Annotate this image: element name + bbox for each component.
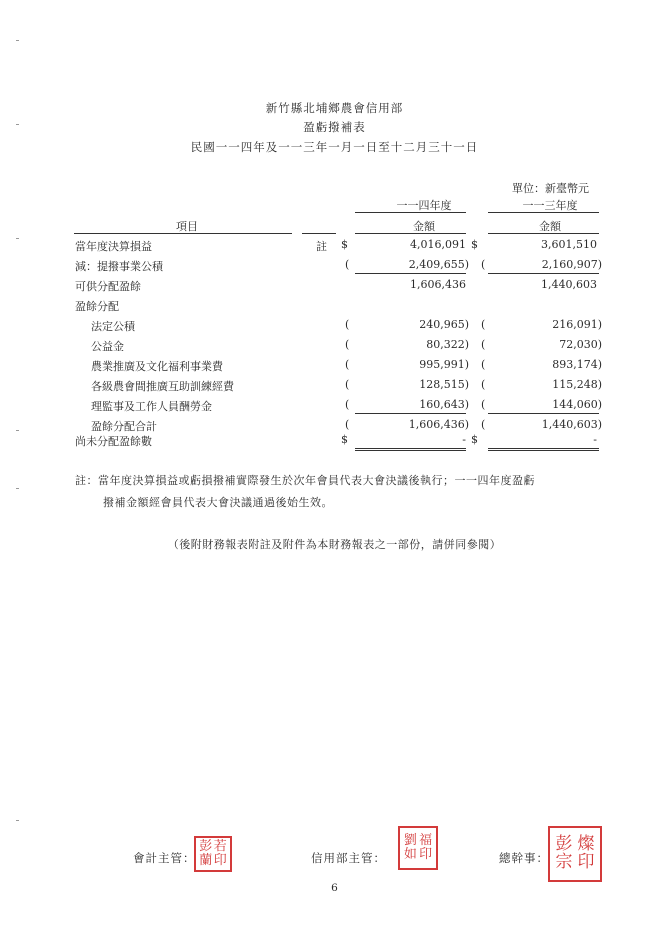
prior-value: 1,440,603 [541,278,597,291]
total-rule-current [355,413,466,414]
current-value: 128,515) [419,378,469,391]
currency-sign: $ [341,433,348,446]
remark: （後附財務報表附註及附件為本財務報表之一部份，請併同參閱） [167,538,502,551]
open-paren: ( [481,378,486,391]
current-value: 4,016,091 [410,238,466,251]
open-paren: ( [345,418,350,431]
row-label: 尚未分配盈餘數 [75,435,152,448]
prior-value: 144,060) [552,398,602,411]
footnote-line-1: 註：當年度決算損益或虧損撥補實際發生於次年會員代表大會決議後執行；一一四年度盈虧 [75,474,535,487]
general-manager-label: 總幹事： [499,851,549,865]
row-label: 農業推廣及文化福利事業費 [91,360,223,373]
row-label: 減：提撥事業公積 [75,260,163,273]
subtotal-rule-prior [488,273,599,274]
accounting-seal-stamp: 彭 若 蘭 印 [194,836,232,872]
credit-dept-seal-stamp: 劉 福 如 印 [398,826,438,870]
prior-value: - [593,433,597,446]
row-label: 當年度決算損益 [75,240,152,253]
report-title: 盈虧撥補表 [303,120,366,134]
amount-current-header: 金額 [413,220,435,233]
open-paren: ( [481,338,486,351]
header-rule-note [302,233,336,234]
prior-value: 893,174) [552,358,602,371]
item-column-header: 項目 [176,220,198,233]
open-paren: ( [481,318,486,331]
prior-value: 1,440,603) [541,418,602,431]
currency-unit: 單位：新臺幣元 [512,182,589,195]
general-manager-seal-stamp: 彭 燦 宗 印 [548,826,602,882]
prior-value: 216,091) [552,318,602,331]
credit-dept-supervisor-label: 信用部主管： [311,851,386,865]
accounting-supervisor-label: 會計主管： [133,851,196,865]
currency-sign: $ [341,238,348,251]
prior-value: 2,160,907) [541,258,602,271]
current-value: 2,409,655) [408,258,469,271]
open-paren: ( [345,338,350,351]
current-value: 240,965) [419,318,469,331]
open-paren: ( [345,318,350,331]
header-rule-item [74,233,292,234]
year-current-rule [355,212,466,213]
row-note: 註 [316,240,327,253]
currency-sign: $ [471,238,478,251]
row-label: 盈餘分配 [75,300,119,313]
year-prior-header: 一一三年度 [522,199,578,212]
prior-value: 115,248) [552,378,602,391]
current-value: 995,991) [419,358,469,371]
footnote-line-2: 撥補金額經會員代表大會決議通過後始生效。 [103,496,333,509]
row-label: 法定公積 [91,320,135,333]
current-value: 160,643) [419,398,469,411]
open-paren: ( [345,398,350,411]
open-paren: ( [481,418,486,431]
subtotal-rule-current [355,273,466,274]
row-label: 理監事及工作人員酬勞金 [91,400,212,413]
year-current-header: 一一四年度 [396,199,452,212]
year-prior-rule [488,212,599,213]
report-period: 民國一一四年及一一三年一月一日至十二月三十一日 [190,140,479,154]
row-label: 各級農會間推廣互助訓練經費 [91,380,234,393]
currency-sign: $ [471,433,478,446]
current-value: 1,606,436) [408,418,469,431]
prior-value: 3,601,510 [541,238,597,251]
header-rule-current [355,233,466,234]
open-paren: ( [345,258,350,271]
open-paren: ( [345,378,350,391]
double-rule-prior [488,448,599,451]
open-paren: ( [481,398,486,411]
prior-value: 72,030) [559,338,602,351]
page-number: 6 [331,882,338,894]
open-paren: ( [345,358,350,371]
header-rule-prior [488,233,599,234]
total-rule-prior [488,413,599,414]
amount-prior-header: 金額 [539,220,561,233]
current-value: - [462,433,466,446]
current-value: 80,322) [426,338,469,351]
row-label: 盈餘分配合計 [91,420,157,433]
open-paren: ( [481,258,486,271]
row-label: 可供分配盈餘 [75,280,141,293]
row-label: 公益金 [91,340,124,353]
double-rule-current [355,448,466,451]
open-paren: ( [481,358,486,371]
org-name: 新竹縣北埔鄉農會信用部 [265,101,404,115]
current-value: 1,606,436 [410,278,466,291]
